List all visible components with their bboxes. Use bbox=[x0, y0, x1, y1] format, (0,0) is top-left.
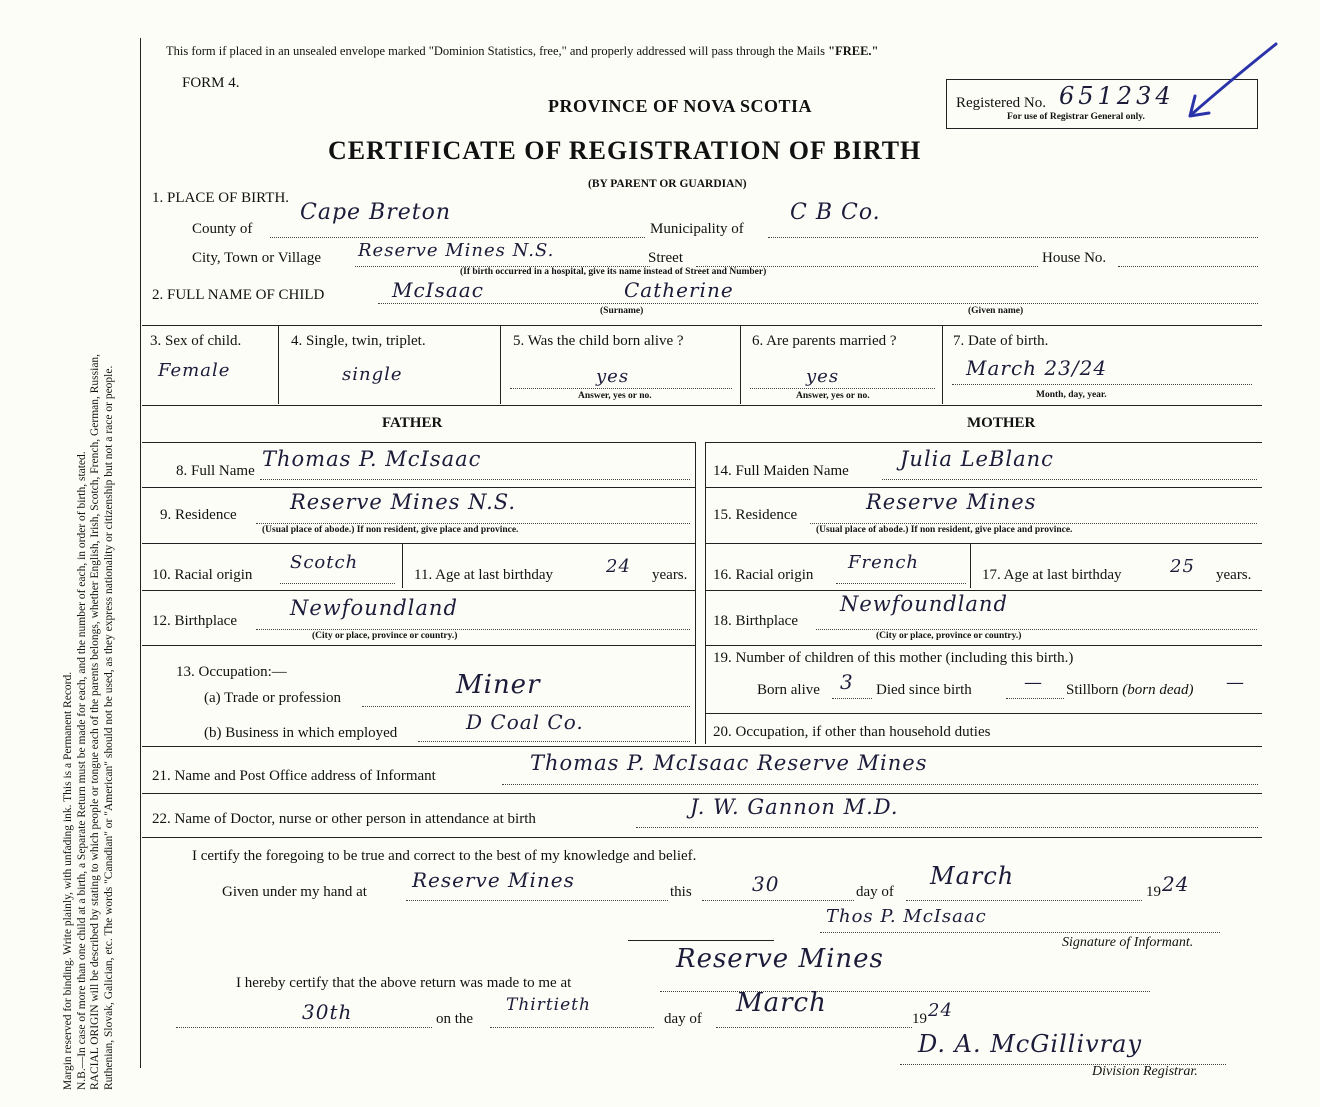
reg-month-line bbox=[716, 1027, 912, 1028]
born-alive-line bbox=[510, 388, 732, 389]
registration-year-prefix: 19 bbox=[912, 1011, 927, 1027]
mother-age-value: 25 bbox=[1170, 556, 1195, 577]
doctor-rule bbox=[142, 837, 1262, 838]
father-residence-label: 9. Residence bbox=[160, 507, 237, 523]
father-rule-5 bbox=[142, 645, 695, 646]
died-since-birth-value: — bbox=[1024, 672, 1043, 693]
sex-value: Female bbox=[158, 360, 231, 381]
father-name-label: 8. Full Name bbox=[176, 463, 255, 479]
given-place-line bbox=[406, 900, 668, 901]
city-label: City, Town or Village bbox=[192, 250, 322, 266]
plurality-label: 4. Single, twin, triplet. bbox=[291, 333, 426, 349]
parents-married-value: yes bbox=[806, 366, 840, 387]
municipality-label: Municipality of bbox=[650, 221, 744, 237]
cell-divider-4 bbox=[942, 326, 943, 404]
stillborn-note: (born dead) bbox=[1122, 682, 1194, 698]
registrar-general-note: For use of Registrar General only. bbox=[1007, 112, 1145, 122]
certify-statement: I certify the foregoing to be true and correct to the best of my knowledge and belief. bbox=[192, 848, 697, 864]
registrar-place-value: Reserve Mines bbox=[676, 944, 884, 974]
mother-age-unit: years. bbox=[1216, 567, 1252, 583]
margin-rule bbox=[140, 38, 141, 1068]
county-label: County of bbox=[192, 221, 253, 237]
informant-line bbox=[502, 784, 1258, 785]
certificate-title: CERTIFICATE OF REGISTRATION OF BIRTH bbox=[328, 136, 922, 165]
mother-age-divider bbox=[970, 544, 971, 588]
margin-note-2: N.B.—In case of more than one child at a birth, a Separate Return must be made for each, and the number of each, in order of birth, stated. bbox=[75, 451, 88, 1090]
mother-heading: MOTHER bbox=[967, 415, 1036, 431]
trade-label: (a) Trade or profession bbox=[204, 690, 342, 706]
born-alive-value: yes bbox=[596, 366, 630, 387]
child-given-value: Catherine bbox=[624, 278, 734, 302]
informant-value: Thomas P. McIsaac Reserve Mines bbox=[530, 751, 928, 775]
surname-caption: (Surname) bbox=[600, 306, 644, 316]
married-line bbox=[750, 388, 935, 389]
registration-month-value: March bbox=[736, 988, 827, 1018]
given-day-of-label: day of bbox=[856, 884, 894, 900]
mother-rule-5 bbox=[705, 645, 1262, 646]
father-birthplace-value: Newfoundland bbox=[290, 596, 458, 620]
mother-residence-label: 15. Residence bbox=[713, 507, 798, 523]
father-racial-origin-label: 10. Racial origin bbox=[152, 567, 253, 583]
given-day-value: 30 bbox=[752, 872, 780, 896]
mother-name-value: Julia LeBlanc bbox=[900, 447, 1054, 471]
child-name-label: 2. FULL NAME OF CHILD bbox=[152, 287, 325, 303]
margin-note-4: Ruthenian, Slovak, Galician, etc. The words "Canadian" or "American" should not be used, as they express nationality or citizenship but not a race or people. bbox=[102, 365, 115, 1090]
given-name-caption: (Given name) bbox=[968, 306, 1024, 316]
child-name-line bbox=[378, 303, 1258, 304]
trade-value: Miner bbox=[456, 670, 541, 700]
doctor-line bbox=[636, 827, 1258, 828]
father-age-value: 24 bbox=[606, 556, 631, 577]
child-surname-value: McIsaac bbox=[392, 278, 484, 302]
date-of-birth-value: March 23/24 bbox=[966, 356, 1108, 380]
day-line bbox=[702, 900, 854, 901]
father-heading: FATHER bbox=[382, 415, 443, 431]
this-label: this bbox=[670, 884, 692, 900]
row-rule-top bbox=[142, 325, 1262, 326]
born-alive-count-label: Born alive bbox=[757, 682, 820, 698]
form-number: FORM 4. bbox=[182, 75, 240, 91]
born-alive-label: 5. Was the child born alive ? bbox=[513, 333, 684, 349]
month-line bbox=[906, 900, 1142, 901]
date-of-birth-caption: Month, day, year. bbox=[1036, 390, 1107, 400]
father-birthplace-line bbox=[256, 629, 690, 630]
house-line bbox=[1118, 266, 1258, 267]
municipality-value: C B Co. bbox=[790, 200, 881, 225]
registered-label: Registered No. bbox=[956, 95, 1046, 111]
plurality-value: single bbox=[342, 364, 403, 385]
mother-racial-origin-value: French bbox=[848, 552, 920, 573]
parents-married-caption: Answer, yes or no. bbox=[796, 391, 870, 401]
doctor-value: J. W. Gannon M.D. bbox=[690, 795, 899, 819]
margin-note-1: Margin reserved for binding. Write plainly, with unfading ink. This is a Permanent Record. bbox=[62, 671, 74, 1090]
mother-rule-6 bbox=[705, 713, 1262, 714]
father-name-value: Thomas P. McIsaac bbox=[262, 447, 482, 471]
municipality-line bbox=[768, 237, 1258, 238]
father-race-line bbox=[280, 583, 395, 584]
mother-birthplace-label: 18. Birthplace bbox=[713, 613, 798, 629]
cell-divider-3 bbox=[740, 326, 741, 404]
county-value: Cape Breton bbox=[300, 200, 452, 225]
column-divider-left bbox=[695, 442, 696, 744]
mother-rule-4 bbox=[705, 590, 1262, 591]
registration-day-value: 30th bbox=[302, 1000, 353, 1024]
father-rule-1 bbox=[142, 442, 695, 443]
registrar-place-line bbox=[660, 991, 1150, 992]
registrar-caption: Division Registrar. bbox=[1092, 1064, 1198, 1079]
father-age-unit: years. bbox=[652, 567, 688, 583]
father-age-divider bbox=[402, 544, 403, 588]
mother-rule-1 bbox=[705, 442, 1262, 443]
informant-signature: Thos P. McIsaac bbox=[826, 906, 987, 927]
province-heading: PROVINCE OF NOVA SCOTIA bbox=[548, 96, 813, 116]
died-line bbox=[1006, 698, 1064, 699]
stillborn-label-text: Stillborn bbox=[1066, 682, 1119, 698]
father-racial-origin-value: Scotch bbox=[290, 552, 359, 573]
born-alive-caption: Answer, yes or no. bbox=[578, 391, 652, 401]
informant-signature-caption: Signature of Informant. bbox=[1062, 935, 1194, 950]
mother-name-label: 14. Full Maiden Name bbox=[713, 463, 849, 479]
dob-line bbox=[952, 384, 1252, 385]
father-birthplace-caption: (City or place, province or country.) bbox=[312, 631, 458, 641]
business-line bbox=[418, 741, 690, 742]
mother-rule-3 bbox=[705, 543, 1262, 544]
informant-signature-line bbox=[820, 932, 1220, 933]
stillborn-label bbox=[1066, 682, 1194, 699]
cell-divider-1 bbox=[278, 326, 279, 404]
born-alive-count-value: 3 bbox=[840, 670, 854, 694]
mother-age-label: 17. Age at last birthday bbox=[982, 567, 1122, 583]
certificate-subtitle: (BY PARENT OR GUARDIAN) bbox=[588, 178, 747, 190]
mother-name-line bbox=[882, 479, 1257, 480]
mail-free-text: "FREE." bbox=[828, 44, 879, 58]
street-label: Street bbox=[648, 250, 683, 266]
given-under-label: Given under my hand at bbox=[222, 884, 367, 900]
father-residence-value: Reserve Mines N.S. bbox=[290, 490, 517, 514]
given-month-value: March bbox=[930, 862, 1015, 890]
parents-married-label: 6. Are parents married ? bbox=[752, 333, 897, 349]
informant-rule bbox=[142, 793, 1262, 794]
registrar-signature: D. A. McGillivray bbox=[918, 1030, 1143, 1058]
stillborn-value: — bbox=[1226, 672, 1245, 693]
mail-notice bbox=[166, 44, 878, 59]
died-since-birth-label: Died since birth bbox=[876, 682, 972, 698]
doctor-label: 22. Name of Doctor, nurse or other person in attendance at birth bbox=[152, 811, 536, 827]
father-residence-line bbox=[256, 523, 690, 524]
mother-residence-value: Reserve Mines bbox=[866, 490, 1037, 514]
trade-line bbox=[362, 706, 690, 707]
columns-bottom-rule bbox=[142, 746, 1262, 747]
date-of-birth-label: 7. Date of birth. bbox=[953, 333, 1049, 349]
given-year-value: 24 bbox=[1162, 872, 1190, 896]
father-name-line bbox=[260, 479, 690, 480]
registration-day-of-label: day of bbox=[664, 1011, 702, 1027]
informant-label: 21. Name and Post Office address of Informant bbox=[152, 768, 436, 784]
blue-check-arrow-icon bbox=[1178, 38, 1282, 124]
separator-rule bbox=[628, 940, 774, 941]
children-count-label: 19. Number of children of this mother (including this birth.) bbox=[713, 650, 1074, 666]
house-number-label: House No. bbox=[1042, 250, 1107, 266]
mother-rule-2 bbox=[705, 487, 1262, 488]
given-year-prefix: 19 bbox=[1146, 884, 1161, 900]
hospital-note: (If birth occurred in a hospital, give its name instead of Street and Number) bbox=[460, 267, 767, 277]
mother-occupation-label: 20. Occupation, if other than household duties bbox=[713, 724, 991, 740]
reg-ordinal-line bbox=[490, 1027, 654, 1028]
registration-year-value: 24 bbox=[928, 1000, 953, 1021]
business-value: D Coal Co. bbox=[466, 710, 584, 734]
born-alive-count-line bbox=[832, 698, 872, 699]
mother-birthplace-line bbox=[816, 629, 1257, 630]
county-line bbox=[270, 237, 645, 238]
reg-day-line bbox=[176, 1027, 432, 1028]
place-of-birth-label: 1. PLACE OF BIRTH. bbox=[152, 190, 290, 206]
father-birthplace-label: 12. Birthplace bbox=[152, 613, 237, 629]
mother-residence-caption: (Usual place of abode.) If non resident, give place and province. bbox=[816, 525, 1073, 535]
father-rule-3 bbox=[142, 543, 695, 544]
cell-divider-2 bbox=[500, 326, 501, 404]
mother-birthplace-caption: (City or place, province or country.) bbox=[876, 631, 1022, 641]
registration-ordinal-value: Thirtieth bbox=[506, 995, 591, 1015]
mother-birthplace-value: Newfoundland bbox=[840, 592, 1008, 616]
mother-racial-origin-label: 16. Racial origin bbox=[713, 567, 814, 583]
mother-residence-line bbox=[810, 523, 1257, 524]
margin-notes bbox=[62, 30, 132, 1090]
sex-label: 3. Sex of child. bbox=[150, 333, 242, 349]
mother-race-line bbox=[836, 583, 966, 584]
father-residence-caption: (Usual place of abode.) If non resident, give place and province. bbox=[262, 525, 519, 535]
given-place-value: Reserve Mines bbox=[412, 868, 575, 892]
registered-number: 651234 bbox=[1059, 82, 1175, 110]
business-label: (b) Business in which employed bbox=[204, 725, 398, 741]
father-occupation-label: 13. Occupation:— bbox=[176, 664, 287, 680]
father-rule-4 bbox=[142, 590, 695, 591]
city-value: Reserve Mines N.S. bbox=[358, 240, 555, 261]
row-rule-bottom bbox=[142, 405, 1262, 406]
margin-note-3: RACIAL ORIGIN will be described by stating to which people or tongue each of the parents belongs, whether English, Irish, Scotch, French, German, Russian, bbox=[89, 353, 101, 1090]
on-the-label: on the bbox=[436, 1011, 474, 1027]
father-rule-2 bbox=[142, 487, 695, 488]
mail-notice-text: This form if placed in an unsealed envelope marked "Dominion Statistics, free," and properly addressed will pass through the Mails bbox=[166, 44, 825, 58]
registrar-statement: I hereby certify that the above return was made to me at bbox=[236, 975, 572, 991]
father-age-label: 11. Age at last birthday bbox=[414, 567, 553, 583]
